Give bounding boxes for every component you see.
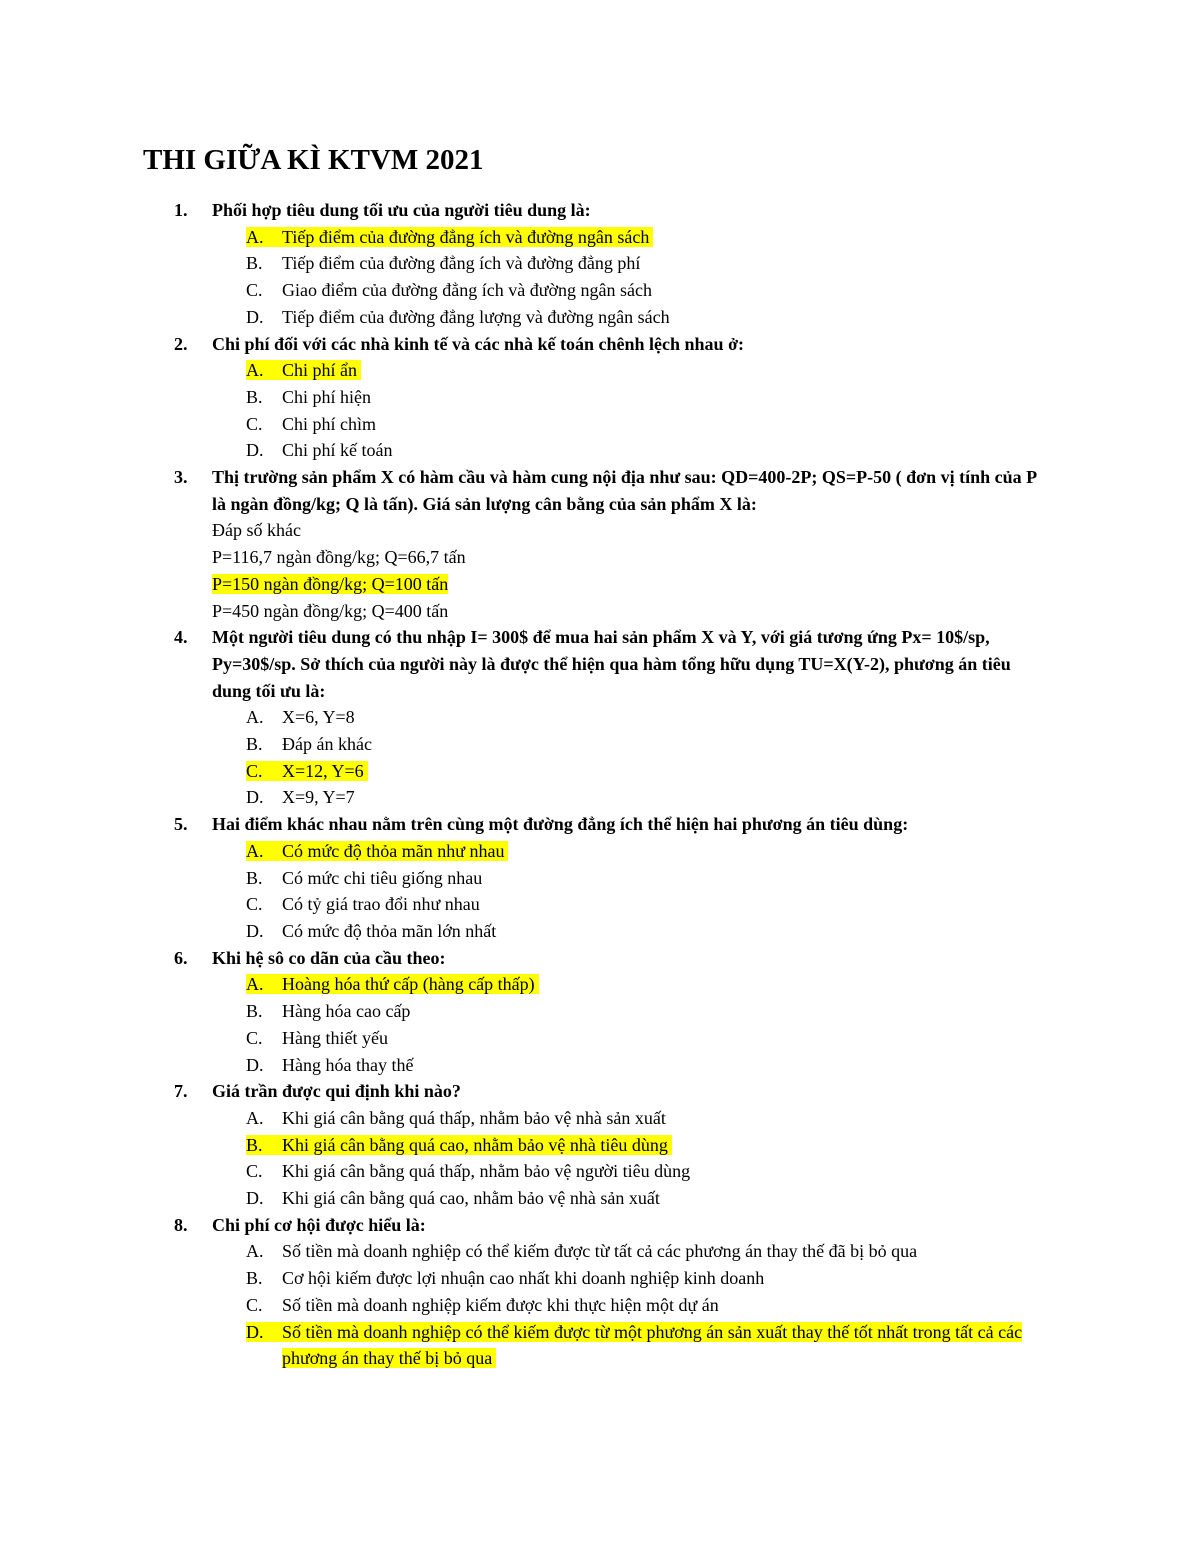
answer-letter: D. <box>246 787 264 808</box>
question-text <box>0 1078 1200 1105</box>
answer-letter: B. <box>246 867 263 888</box>
answer-option <box>0 517 1200 544</box>
answer-letter: B. <box>246 1134 263 1155</box>
answer-text: X=6, Y=8 <box>282 707 355 728</box>
answer-option <box>0 784 1200 811</box>
answer-option <box>0 971 1200 998</box>
answer-text: Có mức chi tiêu giống nhau <box>282 867 483 888</box>
answer-option <box>0 1158 1200 1185</box>
answer-letter: C. <box>246 760 263 781</box>
answer-letter: B. <box>246 734 263 755</box>
answer-letter: D. <box>246 306 264 327</box>
answer-text: Hàng hóa cao cấp <box>282 1001 411 1022</box>
answer-option <box>0 224 1200 251</box>
question-8 <box>0 1212 1200 1372</box>
answer-text: Có tỷ giá trao đổi như nhau <box>282 894 480 915</box>
answer-letter: A. <box>246 840 264 861</box>
answer-text: Hàng hóa thay thế <box>282 1054 414 1075</box>
question-2 <box>0 331 1200 465</box>
answer-letter: A. <box>246 974 264 995</box>
answer-letter: C. <box>246 280 263 301</box>
answer-option <box>0 544 1200 571</box>
answer-letter: A. <box>246 226 264 247</box>
answer-option <box>0 1292 1200 1319</box>
question-5 <box>0 811 1200 945</box>
question-stem: Một người tiêu dung có thu nhập I= 300$ để mua hai sản phẩm X và Y, với giá tương ứng Px= 10$/sp, Py=30$/sp. Sở thích của người này là được thể hiện qua hàm tổng hữu dụng TU=X(Y-2), phương án tiêu dung tối ưu là: <box>212 627 1011 701</box>
question-number: 3. <box>174 467 188 488</box>
answer-option <box>0 384 1200 411</box>
answer-option <box>0 250 1200 277</box>
question-text <box>0 811 1200 838</box>
question-stem: Chi phí đối với các nhà kinh tế và các nhà kế toán chênh lệch nhau ở: <box>212 333 745 354</box>
answer-letter: B. <box>246 1268 263 1289</box>
answer-option <box>0 277 1200 304</box>
answer-text: Tiếp điểm của đường đẳng lượng và đường ngân sách <box>282 306 670 327</box>
answer-letter: C. <box>246 1027 263 1048</box>
question-text <box>0 1212 1200 1239</box>
answer-letter: C. <box>246 1161 263 1182</box>
answer-letter: D. <box>246 1188 264 1209</box>
answer-option <box>0 1052 1200 1079</box>
answer-text: Hàng thiết yếu <box>282 1027 388 1048</box>
answer-text: Đáp án khác <box>282 734 372 755</box>
answer-letter: C. <box>246 894 263 915</box>
answer-text: Số tiền mà doanh nghiệp kiếm được khi thực hiện một dự án <box>282 1294 719 1315</box>
answer-text: Chi phí hiện <box>282 386 371 407</box>
answer-text: Khi giá cân bằng quá thấp, nhằm bảo vệ người tiêu dùng <box>282 1161 691 1182</box>
answer-option <box>0 357 1200 384</box>
answer-letter: B. <box>246 1001 263 1022</box>
answer-text: Khi giá cân bằng quá thấp, nhằm bảo vệ nhà sản xuất <box>282 1107 666 1128</box>
answer-letter: C. <box>246 413 263 434</box>
question-stem: Thị trường sản phẩm X có hàm cầu và hàm cung nội địa như sau: QD=400-2P; QS=P-50 ( đơn vị tính của P là ngàn đồng/kg; Q là tấn). Giá sản lượng cân bằng của sản phẩm X là: <box>212 467 1037 514</box>
question-list <box>0 197 1200 1372</box>
answer-text: Số tiền mà doanh nghiệp có thể kiếm được từ tất cả các phương án thay thế đã bị bỏ qua <box>282 1241 918 1262</box>
question-text <box>0 197 1200 224</box>
question-stem: Hai điểm khác nhau nằm trên cùng một đường đẳng ích thể hiện hai phương án tiêu dùng: <box>212 814 909 835</box>
question-number: 1. <box>174 200 188 220</box>
question-number: 5. <box>174 814 188 835</box>
answer-text: P=450 ngàn đồng/kg; Q=400 tấn <box>212 600 449 621</box>
question-6 <box>0 945 1200 1079</box>
answer-text: P=116,7 ngàn đồng/kg; Q=66,7 tấn <box>212 547 466 568</box>
answer-option <box>0 1132 1200 1159</box>
answer-option <box>0 437 1200 464</box>
answer-option <box>0 704 1200 731</box>
answer-option <box>0 598 1200 625</box>
answer-text: Khi giá cân bằng quá cao, nhằm bảo vệ nhà sản xuất <box>282 1188 660 1209</box>
answer-option <box>0 571 1200 598</box>
answer-letter: B. <box>246 386 263 407</box>
answer-option <box>0 1319 1200 1372</box>
question-stem: Giá trần được qui định khi nào? <box>212 1081 461 1102</box>
question-text <box>0 624 1200 704</box>
question-number: 4. <box>174 627 188 648</box>
answer-option <box>0 1025 1200 1052</box>
answer-option <box>0 1105 1200 1132</box>
answer-text: Tiếp điểm của đường đẳng ích và đường ngân sách <box>246 227 653 247</box>
answer-text: Tiếp điểm của đường đẳng ích và đường đẳng phí <box>282 253 641 274</box>
question-number: 2. <box>174 333 188 354</box>
answer-option <box>0 838 1200 865</box>
question-1 <box>0 197 1200 331</box>
answer-option <box>0 731 1200 758</box>
answer-option <box>0 1185 1200 1212</box>
answer-option <box>0 1238 1200 1265</box>
question-3 <box>0 464 1200 624</box>
question-stem: Khi hệ sô co dãn của cầu theo: <box>212 947 446 968</box>
answer-letter: B. <box>246 253 263 274</box>
answer-option <box>0 411 1200 438</box>
answer-text: Đáp số khác <box>212 520 301 541</box>
answer-letter: A. <box>246 707 264 728</box>
answer-text: Cơ hội kiếm được lợi nhuận cao nhất khi doanh nghiệp kinh doanh <box>282 1268 765 1289</box>
answer-letter: D. <box>246 1321 264 1342</box>
answer-text: Có mức độ thỏa mãn như nhau <box>246 841 508 861</box>
answer-text: X=9, Y=7 <box>282 787 355 808</box>
answer-option <box>0 891 1200 918</box>
answer-text: Giao điểm của đường đẳng ích và đường ngân sách <box>282 280 652 301</box>
question-number: 7. <box>174 1081 188 1102</box>
answer-text: Hoàng hóa thứ cấp (hàng cấp thấp) <box>246 974 539 994</box>
answer-option <box>0 865 1200 892</box>
question-stem: Chi phí cơ hội được hiểu là: <box>212 1214 426 1235</box>
question-stem: Phối hợp tiêu dung tối ưu của người tiêu dung là: <box>212 200 591 220</box>
question-text <box>0 331 1200 358</box>
question-number: 6. <box>174 947 188 968</box>
question-4 <box>0 624 1200 811</box>
answer-text: P=150 ngàn đồng/kg; Q=100 tấn <box>212 573 449 594</box>
page-title: THI GIỮA KÌ KTVM 2021 <box>143 144 484 176</box>
answer-letter: C. <box>246 1294 263 1315</box>
answer-letter: A. <box>246 1107 264 1128</box>
answer-letter: D. <box>246 440 264 461</box>
answer-text: Khi giá cân bằng quá cao, nhằm bảo vệ nhà tiêu dùng <box>246 1135 672 1155</box>
answer-letter: D. <box>246 920 264 941</box>
answer-option <box>0 304 1200 331</box>
question-text <box>0 945 1200 972</box>
answer-option <box>0 758 1200 785</box>
answer-letter: D. <box>246 1054 264 1075</box>
answer-option <box>0 918 1200 945</box>
answer-text: Chi phí kế toán <box>282 440 393 461</box>
answer-text: Số tiền mà doanh nghiệp có thể kiếm được từ một phương án sản xuất thay thế tốt nhất trong tất cả các phương án thay thế bị bỏ qua <box>246 1322 1022 1369</box>
answer-text: X=12, Y=6 <box>246 761 368 781</box>
answer-letter: A. <box>246 1241 264 1262</box>
answer-letter: A. <box>246 360 264 381</box>
answer-text: Chi phí ẩn <box>246 360 361 380</box>
question-7 <box>0 1078 1200 1212</box>
question-text <box>0 464 1200 517</box>
answer-option <box>0 998 1200 1025</box>
question-number: 8. <box>174 1214 188 1235</box>
answer-text: Chi phí chìm <box>282 413 376 434</box>
answer-text: Có mức độ thỏa mãn lớn nhất <box>282 920 497 941</box>
answer-option <box>0 1265 1200 1292</box>
